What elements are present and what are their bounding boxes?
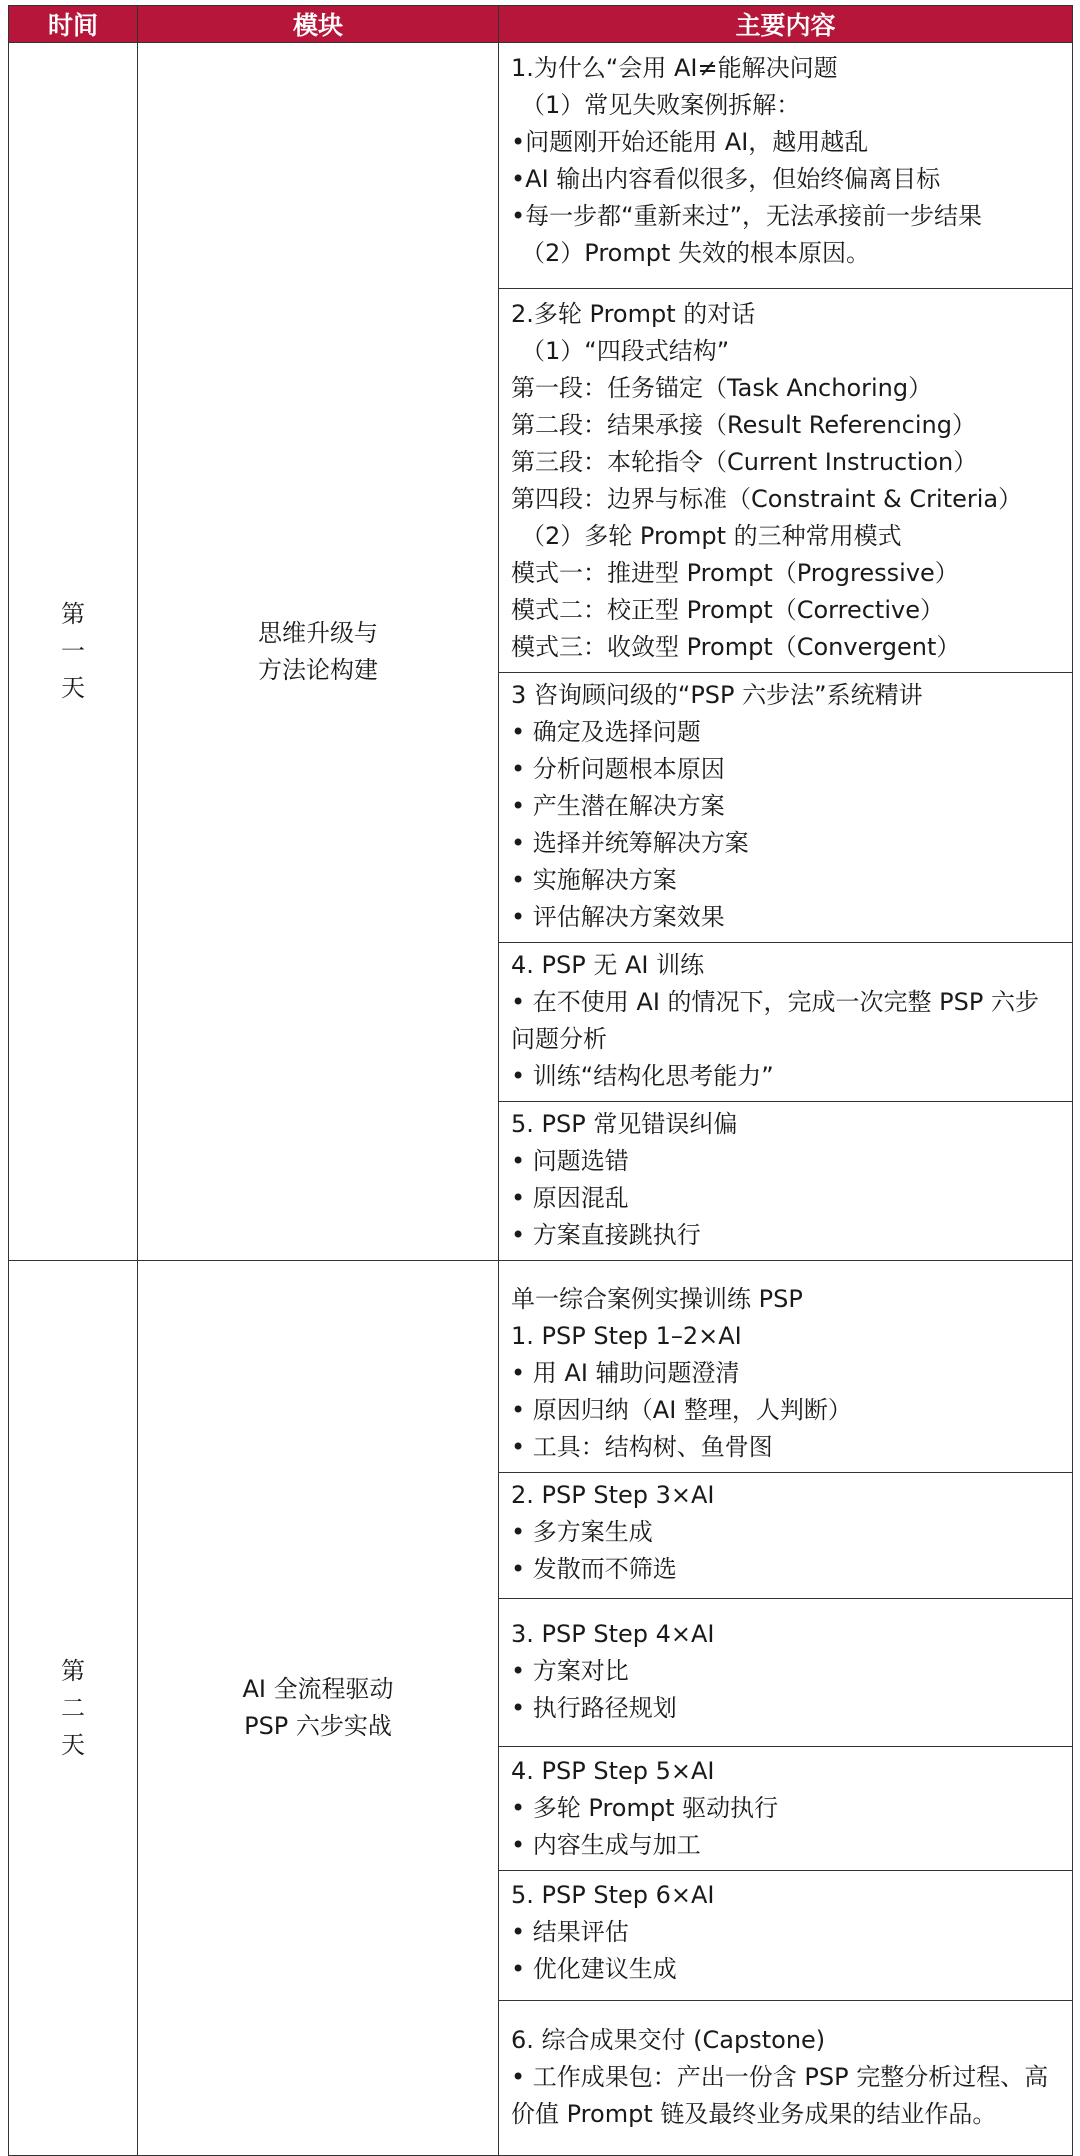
bullet-item: • 训练“结构化思考能力” <box>511 1062 774 1090</box>
section-title: 5. PSP 常见错误纠偏 <box>511 1110 738 1138</box>
content-line: 第二段：结果承接（Result Referencing） <box>511 411 976 439</box>
content-line: 第三段：本轮指令（Current Instruction） <box>511 448 978 476</box>
content-line: 模式二：校正型 Prompt（Corrective） <box>511 596 944 624</box>
bullet-item: • 发散而不筛选 <box>511 1555 677 1583</box>
content-cell <box>499 1871 1073 2001</box>
bullet-item: • 实施解决方案 <box>511 866 677 894</box>
day-label-char: 天 <box>61 674 85 702</box>
bullet-item: • 原因归纳（AI 整理，人判断） <box>511 1396 852 1424</box>
day-label-char: 二 <box>61 1693 85 1722</box>
course-schedule-table <box>8 5 1073 2156</box>
table-row <box>9 1261 1073 1473</box>
bullet-item: • 评估解决方案效果 <box>511 903 725 931</box>
bullet-item: • 内容生成与加工 <box>511 1831 701 1859</box>
bullet-item: • 工具：结构树、鱼骨图 <box>511 1433 773 1461</box>
bullet-item: • 原因混乱 <box>511 1184 629 1212</box>
bullet-item: • 问题选错 <box>511 1147 629 1175</box>
day-label-char: 一 <box>61 637 85 665</box>
bullet-item: • 方案对比 <box>511 1657 629 1685</box>
content-cell <box>499 43 1073 289</box>
section-title: 1.为什么“会用 AI≠能解决问题 <box>511 54 838 82</box>
header-time: 时间 <box>9 6 138 43</box>
section-title: 2. PSP Step 3×AI <box>511 1481 715 1509</box>
content-cell <box>499 943 1073 1102</box>
content-cell <box>499 1599 1073 1747</box>
day-label-char: 天 <box>61 1730 85 1759</box>
header-module: 模块 <box>138 6 499 43</box>
table-row <box>9 43 1073 289</box>
bullet-item: • 结果评估 <box>511 1918 629 1946</box>
bullet-item: •AI 输出内容看似很多，但始终偏离目标 <box>511 165 941 193</box>
content-line: 第四段：边界与标准（Constraint & Criteria） <box>511 485 1023 513</box>
section-title: 5. PSP Step 6×AI <box>511 1881 715 1909</box>
content-cell <box>499 1261 1073 1473</box>
content-line: 第一段：任务锚定（Task Anchoring） <box>511 374 933 402</box>
content-line: 1. PSP Step 1–2×AI <box>511 1322 742 1350</box>
content-cell <box>499 1102 1073 1261</box>
section-title: 2.多轮 Prompt 的对话 <box>511 300 756 328</box>
module-label-line: PSP 六步实战 <box>244 1712 392 1740</box>
module-label-line: 方法论构建 <box>258 655 378 684</box>
bullet-item: • 工作成果包：产出一份含 PSP 完整分析过程、高价值 Prompt 链及最终业务成果的结业作品。 <box>511 2063 1049 2128</box>
module-label-line: 思维升级与 <box>258 618 378 647</box>
day-label-char: 第 <box>61 600 85 628</box>
content-cell <box>499 289 1073 673</box>
module-cell <box>138 1261 499 2156</box>
section-title: 4. PSP 无 AI 训练 <box>511 951 705 979</box>
bullet-item: • 分析问题根本原因 <box>511 755 725 783</box>
bullet-item: • 优化建议生成 <box>511 1955 677 1983</box>
content-cell <box>499 1473 1073 1599</box>
bullet-item: • 在不使用 AI 的情况下，完成一次完整 PSP 六步问题分析 <box>511 988 1039 1053</box>
bullet-item: •每一步都“重新来过”，无法承接前一步结果 <box>511 202 983 230</box>
bullet-item: • 多轮 Prompt 驱动执行 <box>511 1794 779 1822</box>
content-line: （1）“四段式结构” <box>521 337 730 365</box>
bullet-item: • 选择并统筹解决方案 <box>511 829 749 857</box>
day-cell <box>9 1261 138 2156</box>
module-cell <box>138 43 499 1261</box>
bullet-item: • 确定及选择问题 <box>511 718 701 746</box>
day-label-char: 第 <box>61 1656 85 1685</box>
bullet-item: •问题刚开始还能用 AI，越用越乱 <box>511 128 869 156</box>
content-line: （2）多轮 Prompt 的三种常用模式 <box>521 522 902 550</box>
section-title: 6. 综合成果交付 (Capstone) <box>511 2026 826 2054</box>
content-cell <box>499 673 1073 943</box>
header-content: 主要内容 <box>499 6 1073 43</box>
section-title: 4. PSP Step 5×AI <box>511 1757 715 1785</box>
content-line: 模式三：收敛型 Prompt（Convergent） <box>511 633 961 661</box>
content-line: 模式一：推进型 Prompt（Progressive） <box>511 559 959 587</box>
content-cell <box>499 2001 1073 2156</box>
table-header-row <box>9 6 1073 43</box>
section-title: 单一综合案例实操训练 PSP <box>511 1285 803 1313</box>
bullet-item: • 执行路径规划 <box>511 1694 677 1722</box>
section-title: 3 咨询顾问级的“PSP 六步法”系统精讲 <box>511 681 923 709</box>
bullet-item: • 产生潜在解决方案 <box>511 792 725 820</box>
content-cell <box>499 1747 1073 1871</box>
content-line: （2）Prompt 失效的根本原因。 <box>521 239 870 267</box>
content-line: （1）常见失败案例拆解： <box>521 91 801 119</box>
day-cell <box>9 43 138 1261</box>
module-label-line: AI 全流程驱动 <box>242 1675 394 1703</box>
bullet-item: • 用 AI 辅助问题澄清 <box>511 1359 740 1387</box>
section-title: 3. PSP Step 4×AI <box>511 1620 715 1648</box>
bullet-item: • 方案直接跳执行 <box>511 1221 701 1249</box>
bullet-item: • 多方案生成 <box>511 1518 653 1546</box>
